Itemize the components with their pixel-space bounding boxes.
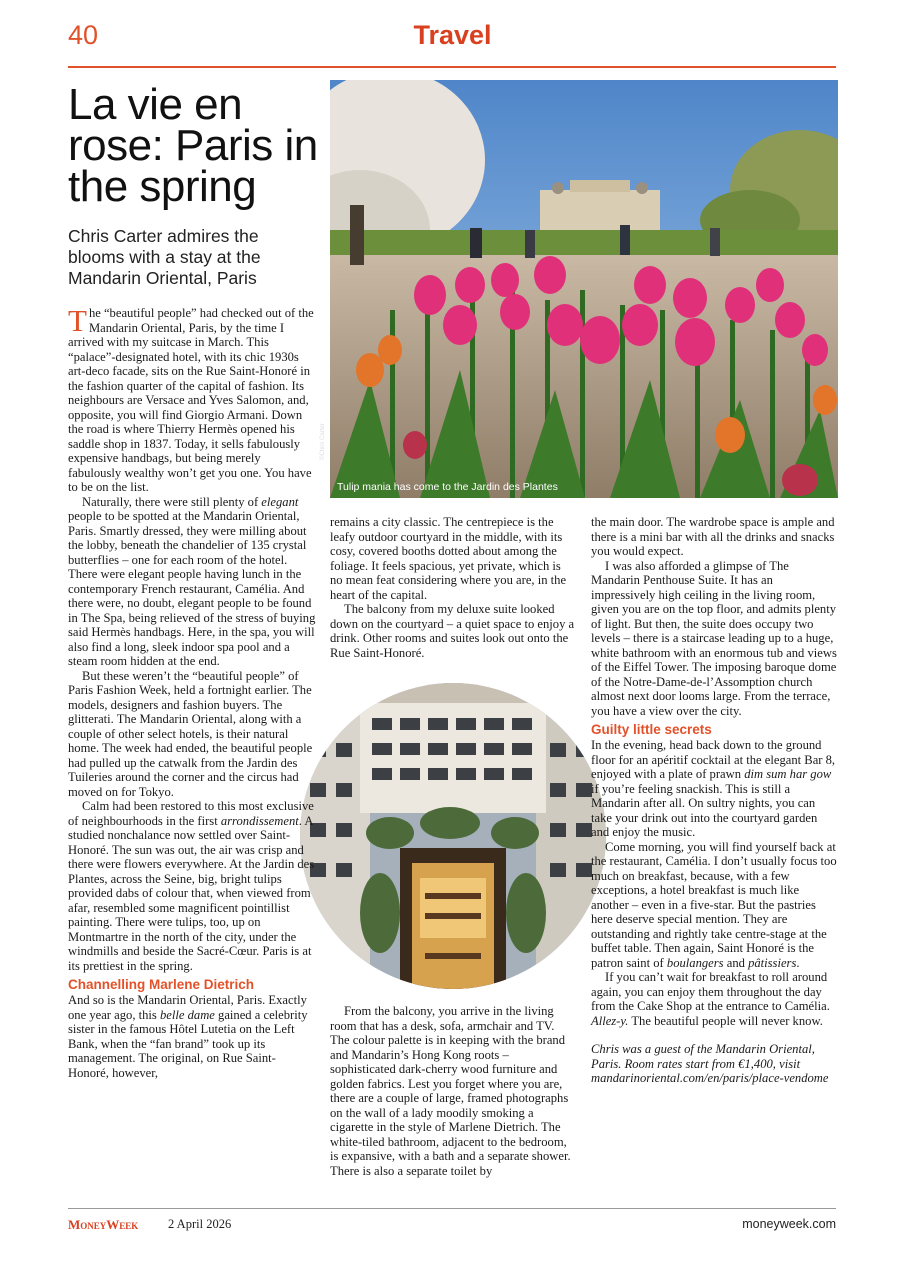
header-divider bbox=[68, 66, 836, 68]
hotel-courtyard-photo bbox=[300, 683, 606, 989]
paragraph: Come morning, you will find yourself back at the restaurant, Camélia. I don’t usually focus too much on breakfast, because, with a few exceptions, a hotel breakfast is much like another – even in a five-star. But the pastries here deserve special mention. They are outstanding and rightly take centre-stage at the buffet table. Then again, Saint Honoré is the patron saint of boulangers and pâtissiers. bbox=[591, 839, 837, 970]
paragraph: From the balcony, you arrive in the living room that has a desk, sofa, armchair and TV. The colour palette is in keeping with the brand and Mandarin’s Hong Kong roots – sophisticated dark-cherry wood furniture and golden fabrics. Lest you forget where you are, there are a couple of large, framed photographs on the wall of a lady moodily smoking a cigarette in the style of Marlene Dietrich. The white-tiled bathroom, adjacent to the bedroom, is expansive, with a bath and a separate shower. There is also a separate toilet by bbox=[330, 1004, 571, 1178]
paragraph: And so is the Mandarin Oriental, Paris. Exactly one year ago, this belle dame gained a celebrity sister in the famous Hôtel Lutetia on the Left Bank, when the “fan brand” took up its management. The original, on Rue Saint-Honoré, however, bbox=[68, 993, 308, 1080]
footer-divider bbox=[68, 1208, 836, 1209]
tulip-garden-photo bbox=[330, 80, 838, 498]
paragraph: But these weren’t the “beautiful people” of Paris Fashion Week, held a fortnight earlier. The models, designers and fashion buyers. The glitterati. The Mandarin Oriental, along with a couple of other select hotels, is their natural home. The week had ended, the beautiful people had pulled up the catwalk from the Jardin des Tuileries around the corner and the circus had moved on for Tokyo. bbox=[68, 668, 313, 799]
subhead-guilty-secrets: Guilty little secrets bbox=[591, 722, 712, 737]
article-column-1 bbox=[68, 303, 316, 1080]
article-credit: Chris was a guest of the Mandarin Oriental, Paris. Room rates start from €1,400, visit mandarinoriental.com/en/paris/place-vendome bbox=[591, 1042, 829, 1085]
article-column-2-bottom bbox=[330, 1004, 576, 1178]
footer-date: 2 April 2026 bbox=[168, 1217, 232, 1231]
paragraph: If you can’t wait for breakfast to roll around again, you can enjoy them throughout the day from the Cake Shop at the entrance to Camélia. Allez-y. The beautiful people will never know. bbox=[591, 970, 830, 1028]
article-column-3 bbox=[591, 515, 837, 1086]
paragraph: The balcony from my deluxe suite looked down on the courtyard – a quiet space to enjoy a drink. Other rooms and suites look out onto the Rue Saint-Honoré. bbox=[330, 602, 575, 660]
paragraph: the main door. The wardrobe space is ample and there is a mini bar with all the drinks and snacks you would expect. bbox=[591, 515, 835, 558]
footer-url: moneyweek.com bbox=[742, 1217, 836, 1231]
page-number: 40 bbox=[68, 20, 99, 50]
article-headline: La vie en rose: Paris in the spring bbox=[68, 80, 318, 211]
paragraph: remains a city classic. The centrepiece is the leafy outdoor courtyard in the middle, with its cosy, covered booths dotted about among the foliage. It feels spacious, yet private, which is no mean feat considering where you are, in the heart of the capital. bbox=[330, 515, 567, 602]
paragraph: In the evening, head back down to the ground floor for an apéritif cocktail at the elegant Bar 8, enjoyed with a plate of prawn dim sum har gow if you’re feeling snackish. This is still a Mandarin after all. On sultry nights, you can take your drink out into the courtyard garden and enjoy the music. bbox=[591, 738, 836, 839]
paragraph: The “beautiful people” had checked out of the Mandarin Oriental, Paris, by the time I arrived with my suitcase in March. This “palace”-designated hotel, with its chic 1930s art-deco facade, sits on the Rue Saint-Honoré in the fashion quarter of the capital of fashion. Its neighbours are Versace and Yves Salomon, and, opposite, you will find Giorgio Armani. Down the road is where Thierry Hermès opened his saddle shop in 1837. Today, it sells fabulously expensive handbags, but being merely fabulously wealthy won’t get you one. You have to be on the list. bbox=[68, 303, 314, 494]
footer-brand-logo: MoneyWeek bbox=[68, 1217, 139, 1232]
paragraph: I was also afforded a glimpse of The Mandarin Penthouse Suite. It has an impressively high ceiling in the living room, given you are on the top floor, and admits plenty of light. But then, the suite does occupy two levels – there is a staircase leading up to a huge, white bathroom with an enormous tub and views of the Eiffel Tower. The imposing baroque dome of the Notre-Dame-de-l’Assomption church almost next door looms large. From the terrace, you have a view over the city. bbox=[591, 558, 837, 718]
article-standfirst: Chris Carter admires the blooms with a stay at the Mandarin Oriental, Paris bbox=[68, 226, 261, 288]
subhead-channelling: Channelling Marlene Dietrich bbox=[68, 977, 255, 992]
paragraph: Naturally, there were still plenty of elegant people to be spotted at the Mandarin Oriental, Paris. Smartly dressed, they were milling about the lobby, beneath the chandelier of 135 crystal butterflies – one for each room of the hotel. There were elegant people having lunch in the contemporary French restaurant, Camélia. And there were, no doubt, elegant people to be found in The Spa, being relieved of the stress of buying said Hermès handbags. Here, in the spa, you will also find a long, sleek indoor spa pool and a steam room hidden at the end. bbox=[68, 494, 316, 668]
main-photo-caption: Tulip mania has come to the Jardin des Plantes bbox=[337, 481, 558, 493]
drop-cap: T bbox=[68, 303, 87, 338]
main-photo-credit: ©Chris Carter bbox=[320, 423, 326, 460]
section-title: Travel bbox=[413, 20, 492, 50]
article-column-2-top bbox=[330, 515, 576, 660]
paragraph: Calm had been restored to this most exclusive of neighbourhoods in the first arrondissement. A studied nonchalance now settled over Saint-Honoré. The sun was out, the air was crisp and there were flowers everywhere. At the Jardin des Plantes, across the Seine, big, bright tulips provided dabs of colour that, when viewed from afar, resembled some magnificent pointillist painting. There were tulips, too, up on Montmartre in the north of the city, under the windmills and beside the Sacré-Cœur. Paris is at its prettiest in the spring. bbox=[68, 799, 315, 973]
